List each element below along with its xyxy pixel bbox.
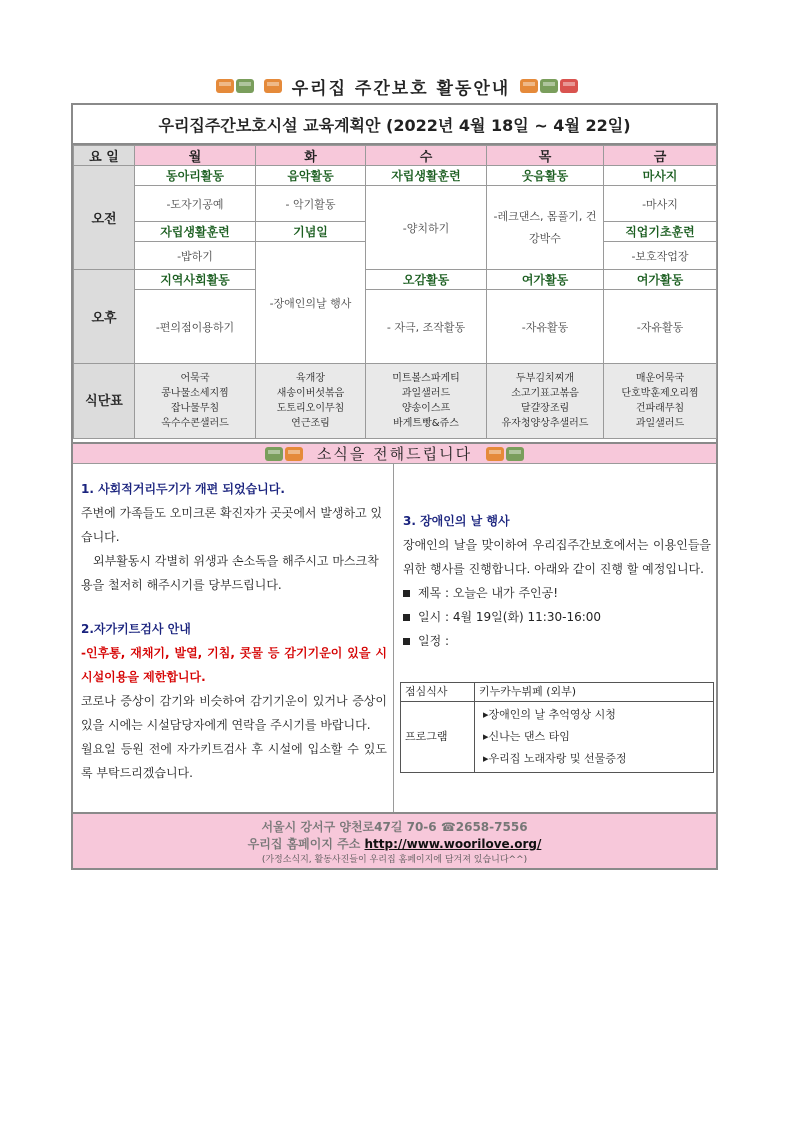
section2-paragraph2: 월요일 등원 전에 자가키트검사 후 시설에 입소할 수 있도록 부탁드리겠습니다. — [81, 742, 387, 780]
activity-wed-pm: 오감활동 — [366, 270, 487, 290]
bullet-item: 일시 : 4월 19일(화) 11:30-16:00 — [403, 605, 711, 629]
section1-title: 1. 사회적거리두기가 개편 되었습니다. — [81, 482, 285, 496]
section2-title: 2.자가키트검사 안내 — [81, 622, 191, 636]
news-bar — [73, 442, 716, 464]
plan-title: 우리집주간보호시설 교육계획안 (2022년 4월 18일 ~ 4월 22일) — [73, 105, 716, 145]
day-mon: 월 — [135, 146, 256, 166]
train-icon — [520, 79, 578, 93]
day-fri: 금 — [604, 146, 717, 166]
meal-row — [74, 364, 717, 439]
meal-mon: 어묵국 콩나물소세지찜 잡나물무침 옥수수콘샐러드 — [135, 364, 256, 439]
news-left-column — [81, 477, 387, 785]
detail-thu-am: -레크댄스, 몸풀기, 건강박수 — [487, 186, 604, 270]
homepage-link[interactable]: http://www.woorilove.org/ — [364, 837, 542, 851]
am-activity-row — [74, 166, 717, 186]
detail-tue-pm: -장애인의날 행사 — [256, 242, 366, 364]
activity-thu-pm: 여가활동 — [487, 270, 604, 290]
detail-wed-pm: - 자극, 조작활동 — [366, 290, 487, 364]
news-right-column — [403, 509, 711, 653]
footer — [73, 812, 716, 868]
day-wed: 수 — [366, 146, 487, 166]
section2-warning: -인후통, 재채기, 발열, 기침, 콧물 등 감기기운이 있을 시 시설이용을 제한합니다. — [81, 646, 387, 684]
column-divider — [393, 464, 394, 812]
activity-mon-pm: 지역사회활동 — [135, 270, 256, 290]
program-item: ▸신나는 댄스 타임 — [483, 730, 570, 743]
activity-fri-am: 마사지 — [604, 166, 717, 186]
footer-note: (가정소식지, 활동사진들이 우리집 홈페이지에 담겨져 있습니다^^) — [261, 855, 528, 865]
program-item: ▸장애인의 날 추억영상 시청 — [483, 708, 616, 721]
activity-tue-am: 음악활동 — [256, 166, 366, 186]
section1-paragraph2: 외부활동시 각별히 위생과 손소독을 해주시고 마스크착용을 철저히 해주시기를 당부드립니다. — [81, 554, 379, 592]
detail-mon-am2: -밥하기 — [135, 242, 256, 270]
detail-fri-pm: -자유활동 — [604, 290, 717, 364]
program-list — [475, 702, 714, 773]
activity-wed-am: 자립생활훈련 — [366, 166, 487, 186]
train-icon — [486, 447, 524, 461]
train-icon — [216, 79, 254, 93]
afternoon-label: 오후 — [74, 270, 135, 364]
morning-label: 오전 — [74, 166, 135, 270]
schedule-table — [73, 145, 717, 439]
detail-fri-am: -마사지 — [604, 186, 717, 222]
lunch-label: 점심식사 — [401, 683, 475, 702]
day-tue: 화 — [256, 146, 366, 166]
newsletter-frame — [71, 103, 718, 870]
detail-fri-am2: -보호작업장 — [604, 242, 717, 270]
train-icon — [265, 447, 303, 461]
train-icon — [264, 79, 282, 93]
activity-mon-am: 동아리활동 — [135, 166, 256, 186]
event-program-table — [400, 682, 714, 773]
detail-mon-pm: -편의점이용하기 — [135, 290, 256, 364]
meal-tue: 육개장 새송이버섯볶음 도토리오이무침 연근조림 — [256, 364, 366, 439]
day-label: 요 일 — [74, 146, 135, 166]
meal-fri: 매운어묵국 단호박훈제오리찜 건파래무침 과일샐러드 — [604, 364, 717, 439]
program-item: ▸우리집 노래자랑 및 선물증정 — [483, 752, 627, 765]
activity-fri-am2: 직업기초훈련 — [604, 222, 717, 242]
detail-mon-am: -도자기공예 — [135, 186, 256, 222]
section3-paragraph: 장애인의 날을 맞이하여 우리집주간보호에서는 이용인들을 위한 행사를 진행합니다. 아래와 같이 진행 할 예정입니다. — [403, 538, 711, 576]
homepage-label: 우리집 홈페이지 주소 — [247, 837, 361, 851]
section1-paragraph1: 주변에 가족들도 오미크론 확진자가 곳곳에서 발생하고 있습니다. — [81, 506, 383, 544]
activity-fri-pm: 여가활동 — [604, 270, 717, 290]
lunch-value: 키누카누뷔페 (외부) — [475, 683, 714, 702]
detail-wed-am: -양치하기 — [366, 186, 487, 270]
page-title: 우리집 주간보호 활동안내 — [291, 78, 511, 99]
meal-label: 식단표 — [74, 364, 135, 439]
section3-title: 3. 장애인의 날 행사 — [403, 514, 510, 528]
activity-tue-am2: 기념일 — [256, 222, 366, 242]
day-header-row — [74, 146, 717, 166]
news-title: 소식을 전해드립니다 — [316, 445, 473, 463]
footer-address: 서울시 강서구 양천로47길 70-6 ☎2658-7556 — [261, 820, 528, 834]
detail-thu-pm: -자유활동 — [487, 290, 604, 364]
footer-homepage — [73, 835, 716, 852]
bullet-item: 일정 : — [403, 629, 711, 653]
activity-mon-am2: 자립생활훈련 — [135, 222, 256, 242]
page-header — [0, 72, 794, 100]
bullet-item: 제목 : 오늘은 내가 주인공! — [403, 581, 711, 605]
section2-paragraph1: 코로나 증상이 감기와 비슷하여 감기기운이 있거나 증상이 있을 시에는 시설담당자에게 연락을 주시기를 바랍니다. — [81, 694, 387, 732]
program-label: 프로그램 — [401, 702, 475, 773]
activity-thu-am: 웃음활동 — [487, 166, 604, 186]
meal-thu: 두부김치찌개 소고기표고볶음 달걀장조림 유자청양상추샐러드 — [487, 364, 604, 439]
meal-wed: 미트볼스파게티 과일샐러드 양송이스프 바게트빵&쥬스 — [366, 364, 487, 439]
detail-tue-am: - 악기활동 — [256, 186, 366, 222]
day-thu: 목 — [487, 146, 604, 166]
